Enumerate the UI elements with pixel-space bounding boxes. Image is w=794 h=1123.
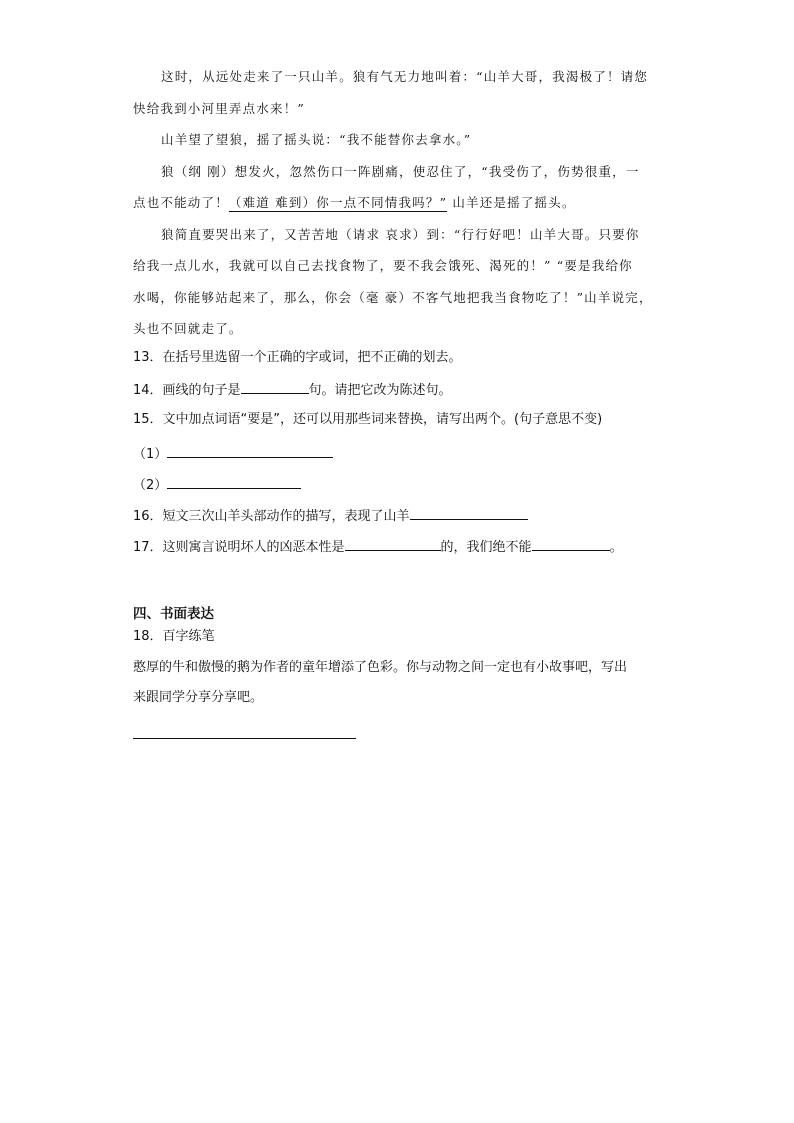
answer-blank[interactable] <box>345 536 441 551</box>
question-text: 的，我们绝不能 <box>440 540 532 555</box>
question-16 <box>133 505 673 527</box>
question-text: 16．短文三次山羊头部动作的描写，表现了山羊 <box>133 509 410 524</box>
passage-line: 山羊望了望狼，摇了摇头说：“我不能替你去拿水。” <box>161 132 472 147</box>
writing-answer-line[interactable] <box>133 738 356 739</box>
question-text: 17．这则寓言说明坏人的凶恶本性是 <box>133 540 345 555</box>
passage-line: 给我一点儿水，我就可以自己去找食物了，要不我会饿死、渴死的！” “要是我给你 <box>133 258 633 273</box>
answer-blank[interactable] <box>410 505 528 520</box>
question-text: 。 <box>609 540 623 555</box>
question-15-answer-1 <box>133 443 673 465</box>
question-18 <box>133 627 673 647</box>
question-text: 14．画线的句子是 <box>133 383 241 398</box>
passage-line: 水喝，你能够站起来了，那么，你会（毫 豪）不客气地把我当食物吃了！”山羊说完， <box>133 289 653 305</box>
question-17 <box>133 536 673 558</box>
passage-line <box>133 187 663 219</box>
prompt-line: 来跟同学分享分享吧。 <box>133 690 264 705</box>
passage-line: 这时，从远处走来了一只山羊。狼有气无力地叫着：“山羊大哥，我渴极了！请您 <box>161 69 649 84</box>
passage-line: 狼简直要哭出来了，又苦苦地（请求 哀求）到：“行行好吧！山羊大哥。只要你 <box>161 226 640 242</box>
writing-prompt <box>133 653 673 713</box>
underlined-sentence: （难道 难到）你一点不同情我吗？” <box>228 195 448 210</box>
answer-blank[interactable] <box>532 536 610 551</box>
section-heading: 四、书面表达 <box>133 606 214 622</box>
question-14 <box>133 379 673 401</box>
question-13 <box>133 348 673 368</box>
passage-text: 山羊还是摇了摇头。 <box>447 195 576 210</box>
question-text: 15．文中加点词语“要是”，还可以用那些词来替换，请写出两个。(句子意思不变) <box>133 412 603 427</box>
prompt-line: 憨厚的牛和傲慢的鹅为作者的童年增添了色彩。你与动物之间一定也有小故事吧，写出 <box>133 660 628 675</box>
question-15 <box>133 410 673 430</box>
question-text: 句。请把它改为陈述句。 <box>308 383 452 398</box>
reading-passage <box>133 61 663 345</box>
question-text: 18．百字练笔 <box>133 629 215 644</box>
answer-blank[interactable] <box>167 474 301 489</box>
question-15-answer-2 <box>133 474 673 496</box>
answer-blank[interactable] <box>167 443 333 458</box>
answer-index: （1） <box>133 447 168 462</box>
question-text: 13．在括号里选留一个正确的字或词，把不正确的划去。 <box>133 350 462 365</box>
answer-index: （2） <box>133 478 168 493</box>
passage-line: 狼（纲 刚）想发火，忽然伤口一阵剧痛，使忍住了，“我受伤了，伤势很重，一 <box>161 163 640 179</box>
passage-line: 快给我到小河里弄点水来！” <box>133 100 305 116</box>
answer-blank[interactable] <box>241 379 309 394</box>
passage-line: 头也不回就走了。 <box>133 321 243 336</box>
passage-text: 点也不能动了！ <box>133 195 229 210</box>
